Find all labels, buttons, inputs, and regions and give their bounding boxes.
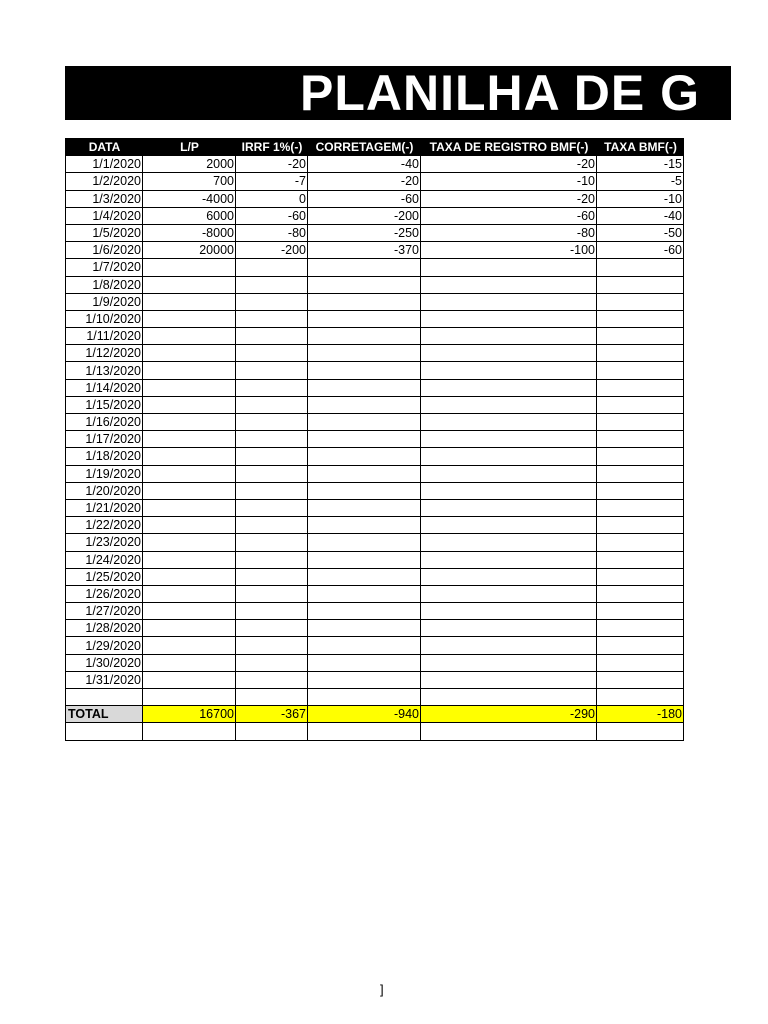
cell-lp[interactable] — [143, 276, 236, 293]
cell-lp[interactable]: 20000 — [143, 242, 236, 259]
cell-lp[interactable] — [143, 482, 236, 499]
cell-taxa-registro[interactable]: -20 — [421, 156, 597, 173]
cell-irrf[interactable] — [236, 379, 308, 396]
cell-taxa-bmf[interactable] — [597, 551, 684, 568]
cell-irrf[interactable] — [236, 654, 308, 671]
cell-irrf[interactable] — [236, 671, 308, 688]
cell-irrf[interactable] — [236, 362, 308, 379]
cell-lp[interactable] — [143, 603, 236, 620]
cell-lp[interactable] — [143, 654, 236, 671]
table-row — [66, 517, 684, 534]
cell-data[interactable]: 1/18/2020 — [66, 448, 143, 465]
cell-data[interactable]: 1/1/2020 — [66, 156, 143, 173]
total-lp[interactable]: 16700 — [143, 706, 236, 723]
cell-data[interactable]: 1/7/2020 — [66, 259, 143, 276]
cell-corretagem[interactable]: -370 — [308, 242, 421, 259]
cell-lp[interactable] — [143, 345, 236, 362]
cell-lp[interactable] — [143, 499, 236, 516]
table-row — [66, 568, 684, 585]
cell-corretagem[interactable] — [308, 499, 421, 516]
cell-irrf[interactable]: -20 — [236, 156, 308, 173]
cell-taxa-registro[interactable] — [421, 689, 597, 706]
cell-taxa-registro[interactable] — [421, 362, 597, 379]
cell-taxa-bmf[interactable] — [597, 396, 684, 413]
table-row — [66, 173, 684, 190]
cell-irrf[interactable] — [236, 276, 308, 293]
cell-taxa-bmf[interactable]: -60 — [597, 242, 684, 259]
cell-taxa-registro[interactable] — [421, 465, 597, 482]
cell-taxa-registro[interactable]: -60 — [421, 207, 597, 224]
cell-corretagem[interactable] — [308, 551, 421, 568]
cell-lp[interactable] — [143, 310, 236, 327]
cell-irrf[interactable] — [236, 603, 308, 620]
table-row — [66, 345, 684, 362]
cell-corretagem[interactable] — [308, 276, 421, 293]
cell-taxa-bmf[interactable]: -50 — [597, 224, 684, 241]
cell-lp[interactable] — [143, 396, 236, 413]
cell-taxa-registro[interactable]: -10 — [421, 173, 597, 190]
col-header-corretagem[interactable]: CORRETAGEM(-) — [308, 139, 421, 156]
cell-lp[interactable]: 700 — [143, 173, 236, 190]
table-row — [66, 637, 684, 654]
table-row — [66, 585, 684, 602]
cell-irrf[interactable]: -200 — [236, 242, 308, 259]
cell-taxa-bmf[interactable] — [597, 534, 684, 551]
cell-taxa-bmf[interactable]: -5 — [597, 173, 684, 190]
table-row — [66, 310, 684, 327]
cell-taxa-registro[interactable] — [421, 551, 597, 568]
table-row — [66, 207, 684, 224]
cell-taxa-bmf[interactable] — [597, 276, 684, 293]
cell-corretagem[interactable] — [308, 293, 421, 310]
cell-corretagem[interactable] — [308, 568, 421, 585]
table-cell[interactable] — [236, 723, 308, 740]
cell-irrf[interactable] — [236, 482, 308, 499]
cell-lp[interactable] — [143, 620, 236, 637]
cell-corretagem[interactable]: -60 — [308, 190, 421, 207]
col-header-taxa-bmf[interactable]: TAXA BMF(-) — [597, 139, 684, 156]
cell-irrf[interactable] — [236, 310, 308, 327]
cell-irrf[interactable] — [236, 414, 308, 431]
cell-irrf[interactable] — [236, 293, 308, 310]
cell-lp[interactable] — [143, 568, 236, 585]
cell-data[interactable]: 1/15/2020 — [66, 396, 143, 413]
cell-lp[interactable] — [143, 448, 236, 465]
cell-corretagem[interactable] — [308, 603, 421, 620]
cell-irrf[interactable] — [236, 568, 308, 585]
cell-data[interactable]: 1/8/2020 — [66, 276, 143, 293]
cell-lp[interactable]: -4000 — [143, 190, 236, 207]
cell-taxa-bmf[interactable] — [597, 293, 684, 310]
col-header-irrf[interactable]: IRRF 1%(-) — [236, 139, 308, 156]
cell-data[interactable]: 1/26/2020 — [66, 585, 143, 602]
cell-corretagem[interactable] — [308, 465, 421, 482]
table-row — [66, 242, 684, 259]
table-row — [66, 499, 684, 516]
cell-irrf[interactable] — [236, 328, 308, 345]
table-row — [66, 293, 684, 310]
cell-data[interactable]: 1/21/2020 — [66, 499, 143, 516]
col-header-data[interactable]: DATA — [66, 139, 143, 156]
cell-lp[interactable] — [143, 671, 236, 688]
table-row — [66, 328, 684, 345]
cell-data[interactable]: 1/25/2020 — [66, 568, 143, 585]
title-banner — [65, 66, 731, 120]
total-irrf[interactable]: -367 — [236, 706, 308, 723]
cell-taxa-registro[interactable] — [421, 293, 597, 310]
cell-taxa-registro[interactable] — [421, 603, 597, 620]
cell-taxa-registro[interactable] — [421, 396, 597, 413]
table-row — [66, 551, 684, 568]
cell-data[interactable]: 1/2/2020 — [66, 173, 143, 190]
cell-corretagem[interactable] — [308, 310, 421, 327]
cell-data[interactable]: 1/6/2020 — [66, 242, 143, 259]
cell-taxa-bmf[interactable] — [597, 414, 684, 431]
cell-taxa-bmf[interactable] — [597, 431, 684, 448]
cell-data[interactable]: 1/28/2020 — [66, 620, 143, 637]
cell-taxa-bmf[interactable]: -10 — [597, 190, 684, 207]
cell-irrf[interactable] — [236, 396, 308, 413]
cell-lp[interactable] — [143, 293, 236, 310]
cell-taxa-bmf[interactable] — [597, 310, 684, 327]
cell-irrf[interactable] — [236, 448, 308, 465]
cell-corretagem[interactable] — [308, 637, 421, 654]
total-taxa-registro[interactable]: -290 — [421, 706, 597, 723]
cell-taxa-registro[interactable] — [421, 414, 597, 431]
cell-corretagem[interactable]: -20 — [308, 173, 421, 190]
table-row — [66, 156, 684, 173]
table-row — [66, 654, 684, 671]
cell-taxa-bmf[interactable] — [597, 517, 684, 534]
table-row — [66, 603, 684, 620]
cell-data[interactable]: 1/10/2020 — [66, 310, 143, 327]
cell-lp[interactable] — [143, 362, 236, 379]
cell-data[interactable]: 1/17/2020 — [66, 431, 143, 448]
cell-taxa-registro[interactable]: -20 — [421, 190, 597, 207]
cell-irrf[interactable] — [236, 620, 308, 637]
cell-data[interactable]: 1/14/2020 — [66, 379, 143, 396]
cell-lp[interactable] — [143, 551, 236, 568]
cell-taxa-bmf[interactable] — [597, 448, 684, 465]
cell-corretagem[interactable] — [308, 448, 421, 465]
cell-taxa-bmf[interactable]: -40 — [597, 207, 684, 224]
cell-irrf[interactable] — [236, 534, 308, 551]
spreadsheet-table — [65, 138, 684, 741]
page-marker: ] — [380, 982, 384, 997]
table-row — [66, 671, 684, 688]
page-title: PLANILHA DE G — [300, 66, 701, 120]
cell-lp[interactable] — [143, 379, 236, 396]
header-row — [66, 139, 684, 156]
table-row — [66, 620, 684, 637]
cell-corretagem[interactable] — [308, 654, 421, 671]
cell-taxa-bmf[interactable]: -15 — [597, 156, 684, 173]
cell-corretagem[interactable] — [308, 396, 421, 413]
cell-irrf[interactable] — [236, 689, 308, 706]
trailing-empty-row — [66, 723, 684, 740]
table-cell[interactable] — [308, 723, 421, 740]
cell-corretagem[interactable] — [308, 620, 421, 637]
cell-taxa-bmf[interactable] — [597, 671, 684, 688]
total-taxa-bmf[interactable]: -180 — [597, 706, 684, 723]
cell-irrf[interactable] — [236, 517, 308, 534]
cell-corretagem[interactable] — [308, 534, 421, 551]
cell-data[interactable]: 1/30/2020 — [66, 654, 143, 671]
cell-lp[interactable] — [143, 259, 236, 276]
cell-taxa-registro[interactable] — [421, 345, 597, 362]
cell-irrf[interactable]: -80 — [236, 224, 308, 241]
cell-corretagem[interactable] — [308, 345, 421, 362]
cell-lp[interactable] — [143, 431, 236, 448]
cell-irrf[interactable] — [236, 585, 308, 602]
table-cell[interactable] — [597, 723, 684, 740]
cell-corretagem[interactable] — [308, 259, 421, 276]
cell-data[interactable]: 1/3/2020 — [66, 190, 143, 207]
cell-taxa-registro[interactable] — [421, 620, 597, 637]
cell-irrf[interactable]: -60 — [236, 207, 308, 224]
table-row — [66, 396, 684, 413]
table-row — [66, 276, 684, 293]
table-row — [66, 431, 684, 448]
cell-data[interactable]: 1/5/2020 — [66, 224, 143, 241]
cell-data[interactable]: 1/29/2020 — [66, 637, 143, 654]
total-row — [66, 706, 684, 723]
table-row — [66, 414, 684, 431]
cell-taxa-registro[interactable] — [421, 585, 597, 602]
cell-irrf[interactable]: 0 — [236, 190, 308, 207]
cell-lp[interactable] — [143, 534, 236, 551]
cell-taxa-registro[interactable] — [421, 259, 597, 276]
total-corretagem[interactable]: -940 — [308, 706, 421, 723]
table-footer — [66, 706, 684, 740]
cell-taxa-registro[interactable]: -100 — [421, 242, 597, 259]
table-row — [66, 482, 684, 499]
cell-lp[interactable] — [143, 585, 236, 602]
cell-taxa-registro[interactable] — [421, 276, 597, 293]
cell-corretagem[interactable] — [308, 431, 421, 448]
cell-taxa-registro[interactable] — [421, 499, 597, 516]
cell-data[interactable]: 1/27/2020 — [66, 603, 143, 620]
cell-taxa-bmf[interactable] — [597, 637, 684, 654]
cell-taxa-registro[interactable] — [421, 534, 597, 551]
table-row — [66, 379, 684, 396]
cell-data[interactable] — [66, 689, 143, 706]
cell-taxa-bmf[interactable] — [597, 499, 684, 516]
cell-taxa-bmf[interactable] — [597, 689, 684, 706]
cell-taxa-bmf[interactable] — [597, 379, 684, 396]
cell-taxa-bmf[interactable] — [597, 259, 684, 276]
cell-taxa-registro[interactable] — [421, 671, 597, 688]
cell-taxa-bmf[interactable] — [597, 585, 684, 602]
cell-taxa-registro[interactable] — [421, 482, 597, 499]
cell-lp[interactable] — [143, 517, 236, 534]
cell-corretagem[interactable] — [308, 671, 421, 688]
cell-data[interactable]: 1/24/2020 — [66, 551, 143, 568]
cell-corretagem[interactable] — [308, 482, 421, 499]
cell-irrf[interactable]: -7 — [236, 173, 308, 190]
cell-taxa-registro[interactable] — [421, 654, 597, 671]
cell-data[interactable]: 1/13/2020 — [66, 362, 143, 379]
cell-data[interactable]: 1/23/2020 — [66, 534, 143, 551]
cell-lp[interactable]: 2000 — [143, 156, 236, 173]
col-header-taxa-registro[interactable]: TAXA DE REGISTRO BMF(-) — [421, 139, 597, 156]
table-row — [66, 362, 684, 379]
cell-taxa-registro[interactable]: -80 — [421, 224, 597, 241]
table-row — [66, 190, 684, 207]
cell-lp[interactable] — [143, 414, 236, 431]
cell-data[interactable]: 1/22/2020 — [66, 517, 143, 534]
table-row — [66, 224, 684, 241]
cell-corretagem[interactable] — [308, 328, 421, 345]
cell-corretagem[interactable] — [308, 689, 421, 706]
cell-lp[interactable] — [143, 465, 236, 482]
cell-taxa-bmf[interactable] — [597, 654, 684, 671]
cell-taxa-registro[interactable] — [421, 328, 597, 345]
total-label[interactable]: TOTAL — [66, 706, 143, 723]
cell-irrf[interactable] — [236, 551, 308, 568]
cell-lp[interactable]: -8000 — [143, 224, 236, 241]
cell-taxa-registro[interactable] — [421, 568, 597, 585]
cell-taxa-bmf[interactable] — [597, 345, 684, 362]
cell-taxa-bmf[interactable] — [597, 465, 684, 482]
table-row — [66, 259, 684, 276]
table-row — [66, 689, 684, 706]
cell-lp[interactable]: 6000 — [143, 207, 236, 224]
table-cell[interactable] — [143, 723, 236, 740]
cell-taxa-bmf[interactable] — [597, 568, 684, 585]
cell-corretagem[interactable] — [308, 379, 421, 396]
cell-taxa-registro[interactable] — [421, 379, 597, 396]
table-row — [66, 448, 684, 465]
table-row — [66, 465, 684, 482]
cell-taxa-bmf[interactable] — [597, 603, 684, 620]
col-header-lp[interactable]: L/P — [143, 139, 236, 156]
cell-taxa-bmf[interactable] — [597, 620, 684, 637]
cell-data[interactable]: 1/19/2020 — [66, 465, 143, 482]
cell-taxa-registro[interactable] — [421, 448, 597, 465]
cell-data[interactable]: 1/12/2020 — [66, 345, 143, 362]
cell-lp[interactable] — [143, 328, 236, 345]
cell-taxa-bmf[interactable] — [597, 482, 684, 499]
cell-taxa-registro[interactable] — [421, 431, 597, 448]
cell-corretagem[interactable] — [308, 414, 421, 431]
cell-data[interactable]: 1/20/2020 — [66, 482, 143, 499]
cell-lp[interactable] — [143, 689, 236, 706]
cell-taxa-registro[interactable] — [421, 517, 597, 534]
table-cell[interactable] — [421, 723, 597, 740]
cell-taxa-registro[interactable] — [421, 637, 597, 654]
cell-irrf[interactable] — [236, 259, 308, 276]
cell-lp[interactable] — [143, 637, 236, 654]
cell-irrf[interactable] — [236, 637, 308, 654]
cell-taxa-bmf[interactable] — [597, 328, 684, 345]
cell-data[interactable]: 1/31/2020 — [66, 671, 143, 688]
cell-irrf[interactable] — [236, 345, 308, 362]
cell-data[interactable]: 1/11/2020 — [66, 328, 143, 345]
cell-data[interactable]: 1/16/2020 — [66, 414, 143, 431]
cell-irrf[interactable] — [236, 499, 308, 516]
cell-irrf[interactable] — [236, 431, 308, 448]
table-cell[interactable] — [66, 723, 143, 740]
cell-corretagem[interactable]: -200 — [308, 207, 421, 224]
cell-data[interactable]: 1/9/2020 — [66, 293, 143, 310]
table-body — [66, 156, 684, 706]
cell-data[interactable]: 1/4/2020 — [66, 207, 143, 224]
cell-corretagem[interactable]: -40 — [308, 156, 421, 173]
cell-corretagem[interactable] — [308, 362, 421, 379]
cell-corretagem[interactable] — [308, 517, 421, 534]
cell-corretagem[interactable]: -250 — [308, 224, 421, 241]
cell-taxa-registro[interactable] — [421, 310, 597, 327]
cell-irrf[interactable] — [236, 465, 308, 482]
cell-corretagem[interactable] — [308, 585, 421, 602]
table-row — [66, 534, 684, 551]
cell-taxa-bmf[interactable] — [597, 362, 684, 379]
